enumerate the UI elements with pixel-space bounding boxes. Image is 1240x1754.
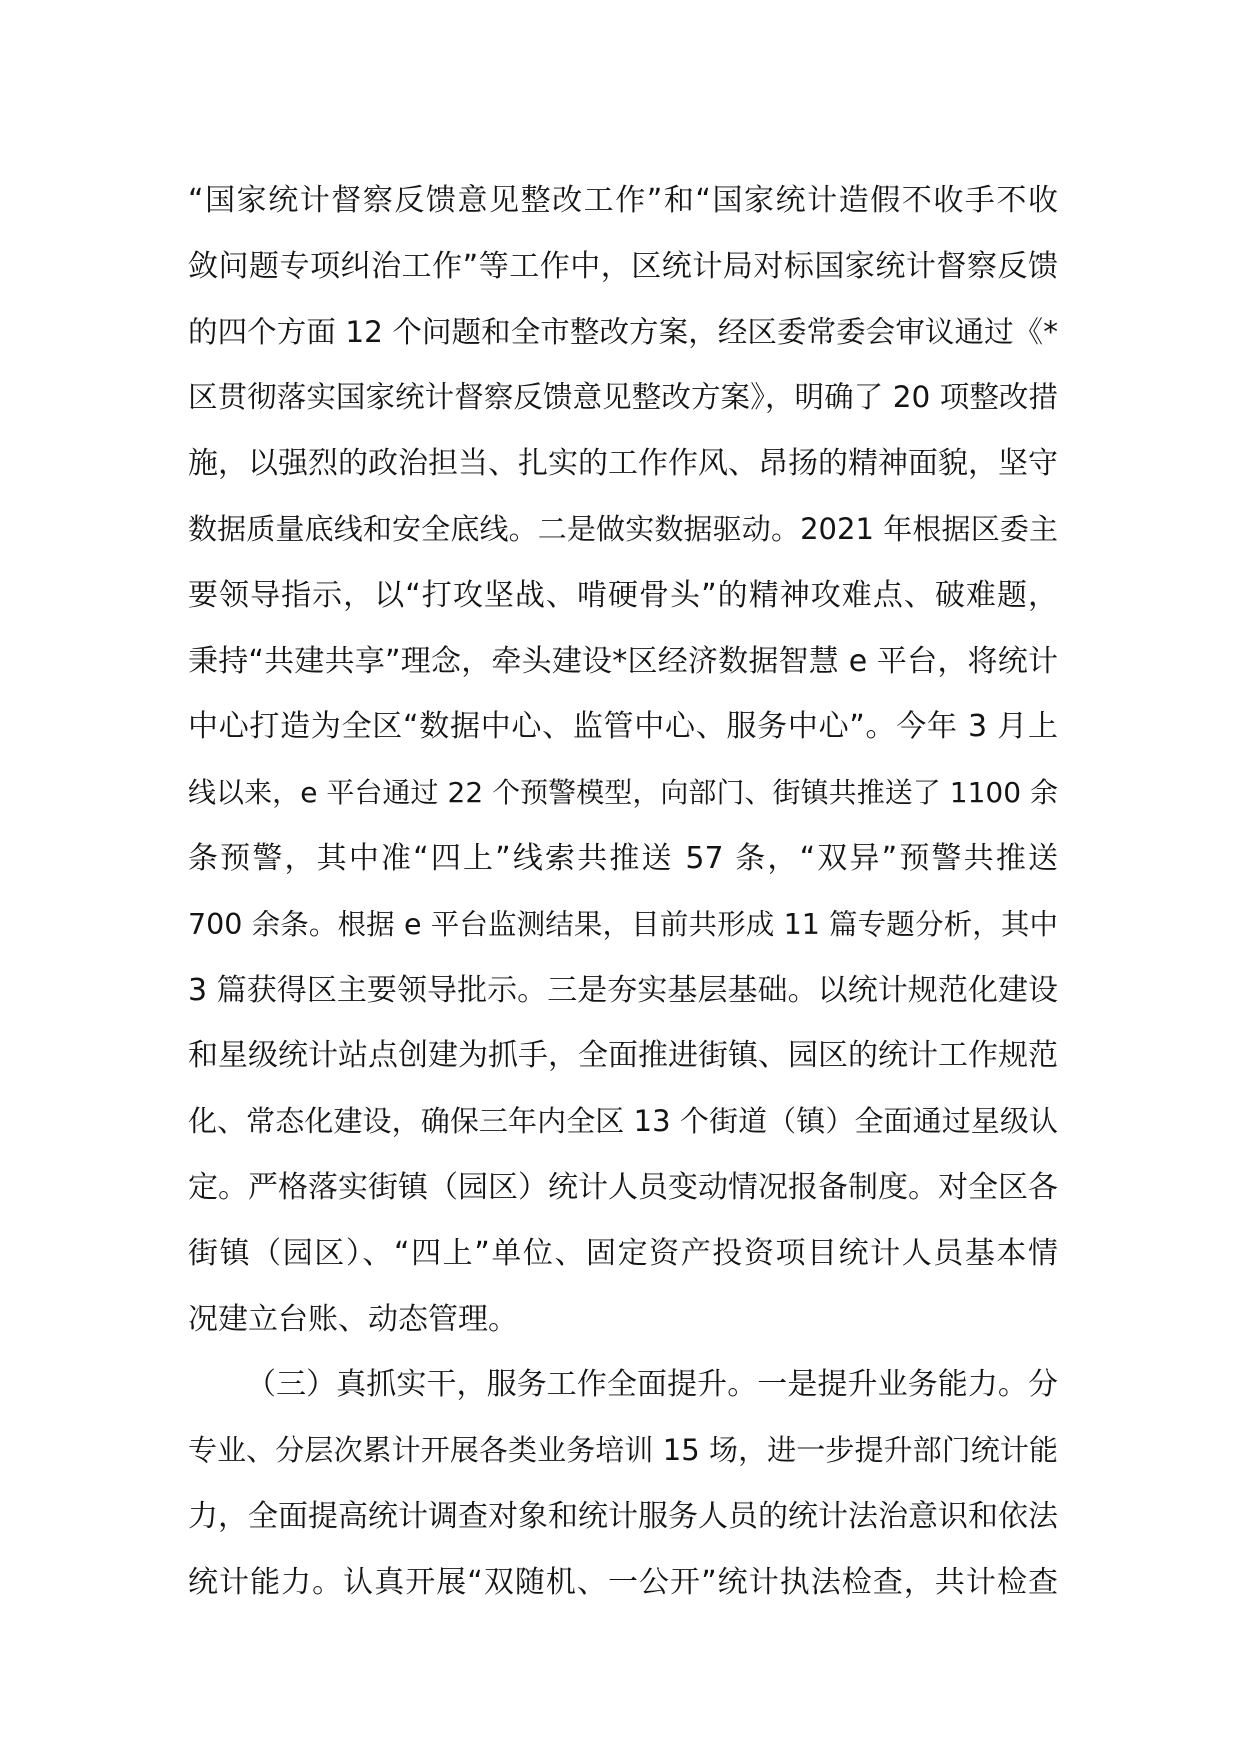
text-line: 施，以强烈的政治担当、扎实的工作作风、昂扬的精神面貌，坚守 — [188, 446, 1058, 482]
text-line: 力，全面提高统计调查对象和统计服务人员的统计法治意识和依法 — [188, 1498, 1058, 1534]
text-line: 数据质量底线和安全底线。二是做实数据驱动。2021 年根据区委主 — [188, 511, 1058, 546]
text-line: 况建立台账、动态管理。 — [188, 1301, 518, 1337]
paragraph-2 — [188, 1352, 1058, 1615]
text-line: 敛问题专项纠治工作”等工作中，区统计局对标国家统计督察反馈 — [188, 248, 1058, 284]
text-line: 要领导指示，以“打攻坚战、啃硬骨头”的精神攻难点、破难题， — [188, 577, 1058, 613]
paragraph-1 — [188, 168, 1058, 1352]
text-line: 区贯彻落实国家统计督察反馈意见整改方案》，明确了 20 项整改措 — [188, 380, 1058, 415]
text-line: 线以来，e 平台通过 22 个预警模型，向部门、街镇共推送了 1100 余 — [188, 776, 1058, 810]
text-line: 和星级统计站点创建为抓手，全面推进街镇、园区的统计工作规范 — [188, 1038, 1058, 1074]
text-line: 秉持“共建共享”理念，牵头建设*区经济数据智慧 e 平台，将统计 — [188, 643, 1058, 679]
text-line: 条预警，其中准“四上”线索共推送 57 条，“双异”预警共推送 — [188, 840, 1058, 876]
text-line: 的四个方面 12 个问题和全市整改方案，经区委常委会审议通过《* — [188, 314, 1058, 349]
text-line: （三）真抓实干，服务工作全面提升。一是提升业务能力。分 — [246, 1367, 1058, 1403]
text-line: 街镇（园区）、“四上”单位、固定资产投资项目统计人员基本情 — [188, 1235, 1058, 1271]
text-line: 定。严格落实街镇（园区）统计人员变动情况报备制度。对全区各 — [188, 1169, 1058, 1205]
text-line: “国家统计督察反馈意见整改工作”和“国家统计造假不收手不收 — [188, 183, 1058, 218]
text-line: 统计能力。认真开展“双随机、一公开”统计执法检查，共计检查 — [188, 1564, 1058, 1600]
text-line: 中心打造为全区“数据中心、监管中心、服务中心”。今年 3 月上 — [188, 709, 1058, 745]
text-line: 3 篇获得区主要领导批示。三是夯实基层基础。以统计规范化建设 — [188, 972, 1058, 1008]
document-body — [188, 168, 1058, 1616]
text-line: 化、常态化建设，确保三年内全区 13 个街道（镇）全面通过星级认 — [188, 1104, 1058, 1139]
text-line: 700 余条。根据 e 平台监测结果，目前共形成 11 篇专题分析，其中 — [188, 907, 1058, 941]
text-line: 专业、分层次累计开展各类业务培训 15 场，进一步提升部门统计能 — [188, 1433, 1058, 1468]
